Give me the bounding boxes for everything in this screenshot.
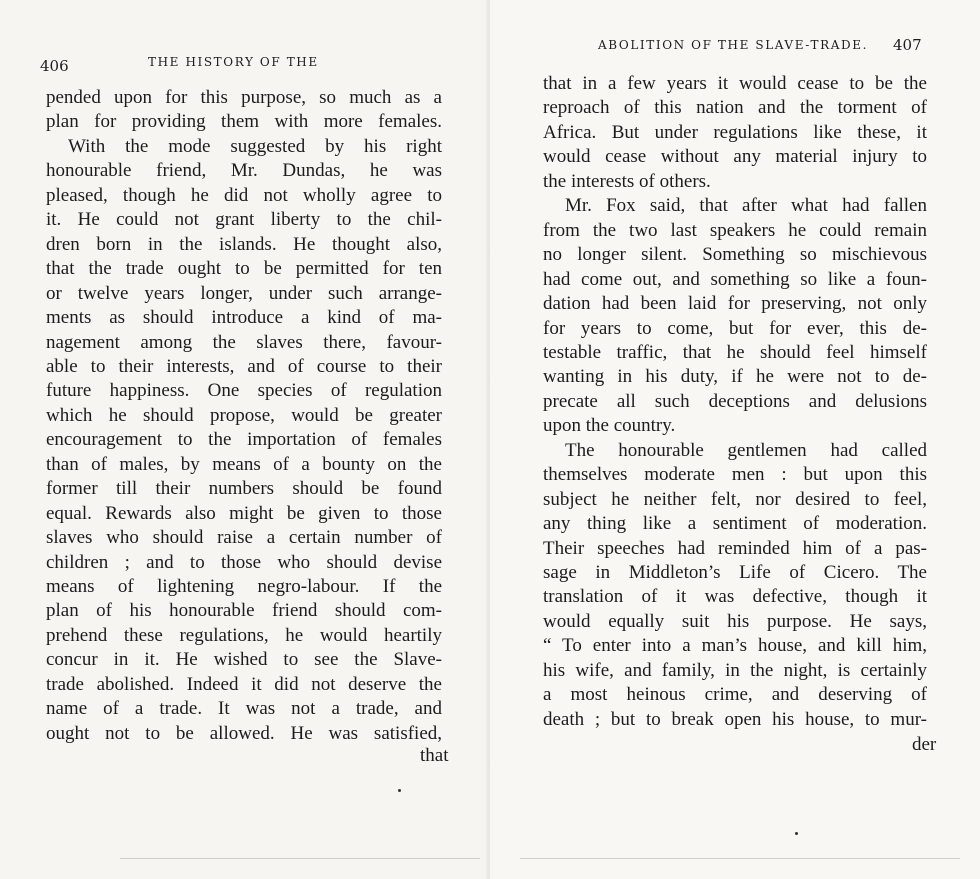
text-line: had come out, and something so like a foun- bbox=[543, 268, 927, 290]
text-line: his wife, and family, in the night, is certainly bbox=[543, 659, 927, 681]
text-line: pleased, though he did not wholly agree to bbox=[46, 184, 442, 206]
text-line: which he should propose, would be greater bbox=[46, 404, 442, 426]
text-line: any thing like a sentiment of moderation. bbox=[543, 513, 927, 535]
right-catchword: der bbox=[912, 734, 937, 755]
text-line: translation of it was defective, though it bbox=[543, 586, 927, 608]
text-line: it. He could not grant liberty to the chil- bbox=[46, 209, 442, 231]
text-line: means of lightening negro-labour. If the bbox=[46, 576, 442, 597]
text-line: able to their interests, and of course to their bbox=[46, 355, 442, 377]
text-line: concur in it. He wished to see the Slave- bbox=[46, 649, 442, 671]
text-line: Africa. But under regulations like these, it bbox=[543, 121, 927, 143]
left-running-head: THE HISTORY OF THE bbox=[148, 55, 319, 69]
text-line: plan for providing them with more females. bbox=[46, 111, 442, 133]
text-line: former till their numbers should be found bbox=[46, 478, 442, 500]
text-line: trade abolished. Indeed it did not deserve the bbox=[46, 673, 442, 695]
text-line: that in a few years it would cease to be the bbox=[543, 73, 927, 94]
text-line: prehend these regulations, he would heartily bbox=[46, 624, 442, 646]
text-line: subject he neither felt, nor desired to feel, bbox=[543, 488, 927, 510]
text-line: slaves who should raise a certain number of bbox=[46, 527, 442, 549]
text-line: children ; and to those who should devise bbox=[46, 551, 442, 573]
text-line: The honourable gentlemen had called bbox=[565, 439, 927, 461]
text-line: equal. Rewards also might be given to those bbox=[46, 502, 442, 524]
right-running-head: ABOLITION OF THE SLAVE-TRADE. bbox=[598, 38, 869, 52]
text-line: reproach of this nation and the torment of bbox=[543, 97, 927, 119]
page-edge-line bbox=[520, 858, 960, 859]
text-line: honourable friend, Mr. Dundas, he was bbox=[46, 160, 442, 182]
text-line: upon the country. bbox=[543, 415, 676, 437]
text-line: testable traffic, that he should feel himself bbox=[543, 341, 927, 363]
text-line: no longer silent. Something so mischievous bbox=[543, 244, 927, 266]
left-catchword: that bbox=[420, 745, 449, 766]
text-line: encouragement to the importation of females bbox=[46, 429, 442, 451]
text-line: would equally suit his purpose. He says, bbox=[543, 610, 927, 632]
text-line: than of males, by means of a bounty on the bbox=[46, 453, 442, 475]
text-line: name of a trade. It was not a trade, and bbox=[46, 698, 442, 720]
text-line: from the two last speakers he could remain bbox=[543, 219, 927, 241]
text-line: themselves moderate men : but upon this bbox=[543, 464, 927, 486]
text-line: With the mode suggested by his right bbox=[68, 135, 442, 157]
print-speck bbox=[795, 832, 798, 835]
left-page-number: 406 bbox=[40, 57, 69, 75]
text-line: precate all such deceptions and delusions bbox=[543, 390, 927, 412]
right-page-number: 407 bbox=[893, 36, 922, 54]
text-line: nagement among the slaves there, favour- bbox=[46, 331, 442, 353]
text-line: for years to come, but for ever, this de- bbox=[543, 317, 927, 339]
text-line: a most heinous crime, and deserving of bbox=[543, 684, 927, 706]
text-line: Their speeches had reminded him of a pas- bbox=[543, 537, 927, 559]
text-line: pended upon for this purpose, so much as a bbox=[46, 87, 442, 108]
text-line: dren born in the islands. He thought also, bbox=[46, 233, 442, 255]
text-line: plan of his honourable friend should com- bbox=[46, 600, 442, 622]
page-edge-line bbox=[120, 858, 480, 859]
text-line: that the trade ought to be permitted for ten bbox=[46, 258, 442, 280]
text-line: dation had been laid for preserving, not only bbox=[543, 293, 927, 315]
text-line: wanting in his duty, if he were not to de- bbox=[543, 366, 927, 388]
print-speck bbox=[398, 789, 401, 792]
text-line: sage in Middleton’s Life of Cicero. The bbox=[543, 562, 927, 583]
text-line: death ; but to break open his house, to mur- bbox=[543, 708, 927, 730]
text-line: ought not to be allowed. He was satisfied, bbox=[46, 722, 442, 744]
text-line: ments as should introduce a kind of ma- bbox=[46, 307, 442, 329]
text-line: future happiness. One species of regulation bbox=[46, 380, 442, 402]
text-line: would cease without any material injury to bbox=[543, 146, 927, 168]
text-line: the interests of others. bbox=[543, 170, 711, 192]
text-line: “ To enter into a man’s house, and kill him, bbox=[543, 635, 927, 657]
text-line: Mr. Fox said, that after what had fallen bbox=[565, 195, 927, 217]
text-line: or twelve years longer, under such arrange- bbox=[46, 282, 442, 304]
